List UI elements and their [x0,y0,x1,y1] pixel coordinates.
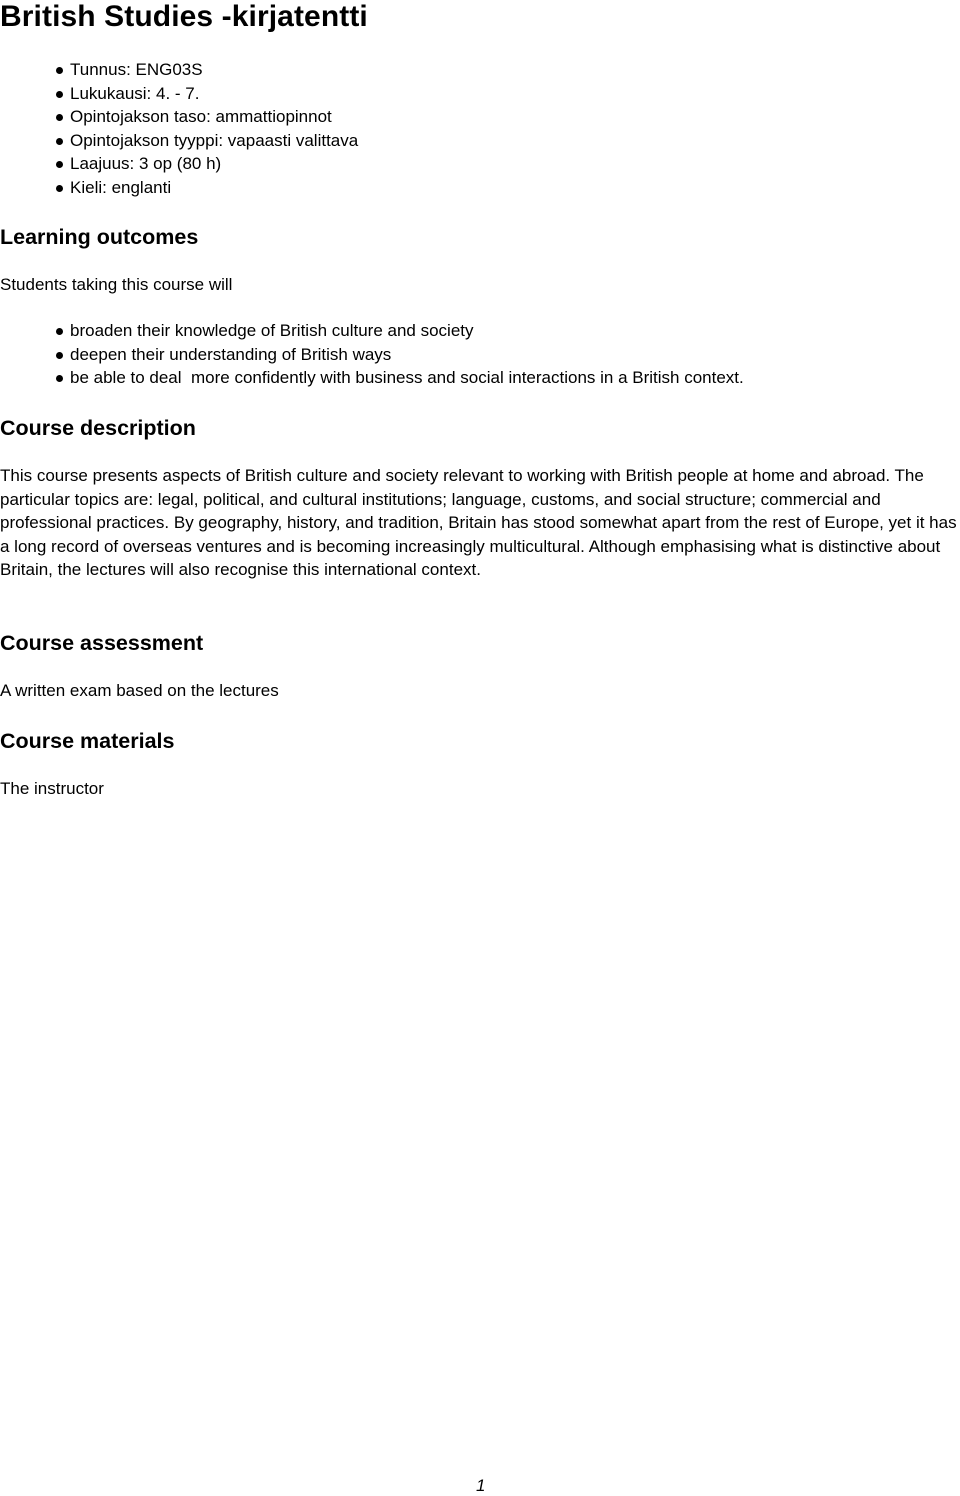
page-number: 1 [476,1476,486,1495]
learning-outcomes-intro: Students taking this course will [0,275,233,294]
course-assessment-heading: Course assessment [0,631,204,655]
course-meta-list [55,58,358,199]
course-materials-heading: Course materials [0,729,175,753]
course-description-text: This course presents aspects of British culture and society relevant to working with British people at home and abroad. The particular topics are: legal, political, and cultural institutions; language, customs, and social structure; commercial and professional practices. By geography, history, and tradition, Britain has stood somewhat apart from the rest of Europe, yet it has a long record of overseas ventures and is becoming increasingly multicultural. Although emphasising what is distinctive about Britain, the lectures will also recognise this international context. [0,466,957,579]
meta-item-type: Opintojakson tyyppi: vapaasti valittava [55,129,358,153]
meta-item-credits: Laajuus: 3 op (80 h) [55,152,358,176]
meta-item-semester: Lukukausi: 4. - 7. [55,82,358,106]
course-description-heading: Course description [0,416,196,440]
page-title: British Studies -kirjatentti [0,0,368,33]
outcome-item: broaden their knowledge of British culture and society [55,319,744,343]
course-assessment-text: A written exam based on the lectures [0,681,279,700]
outcome-item: be able to deal more confidently with business and social interactions in a British context. [55,366,744,390]
course-materials-text: The instructor [0,779,104,798]
meta-item-code: Tunnus: ENG03S [55,58,358,82]
learning-outcomes-heading: Learning outcomes [0,225,199,249]
meta-item-level: Opintojakson taso: ammattiopinnot [55,105,358,129]
learning-outcomes-list [55,319,744,390]
outcome-item: deepen their understanding of British ways [55,343,744,367]
meta-item-language: Kieli: englanti [55,176,358,200]
